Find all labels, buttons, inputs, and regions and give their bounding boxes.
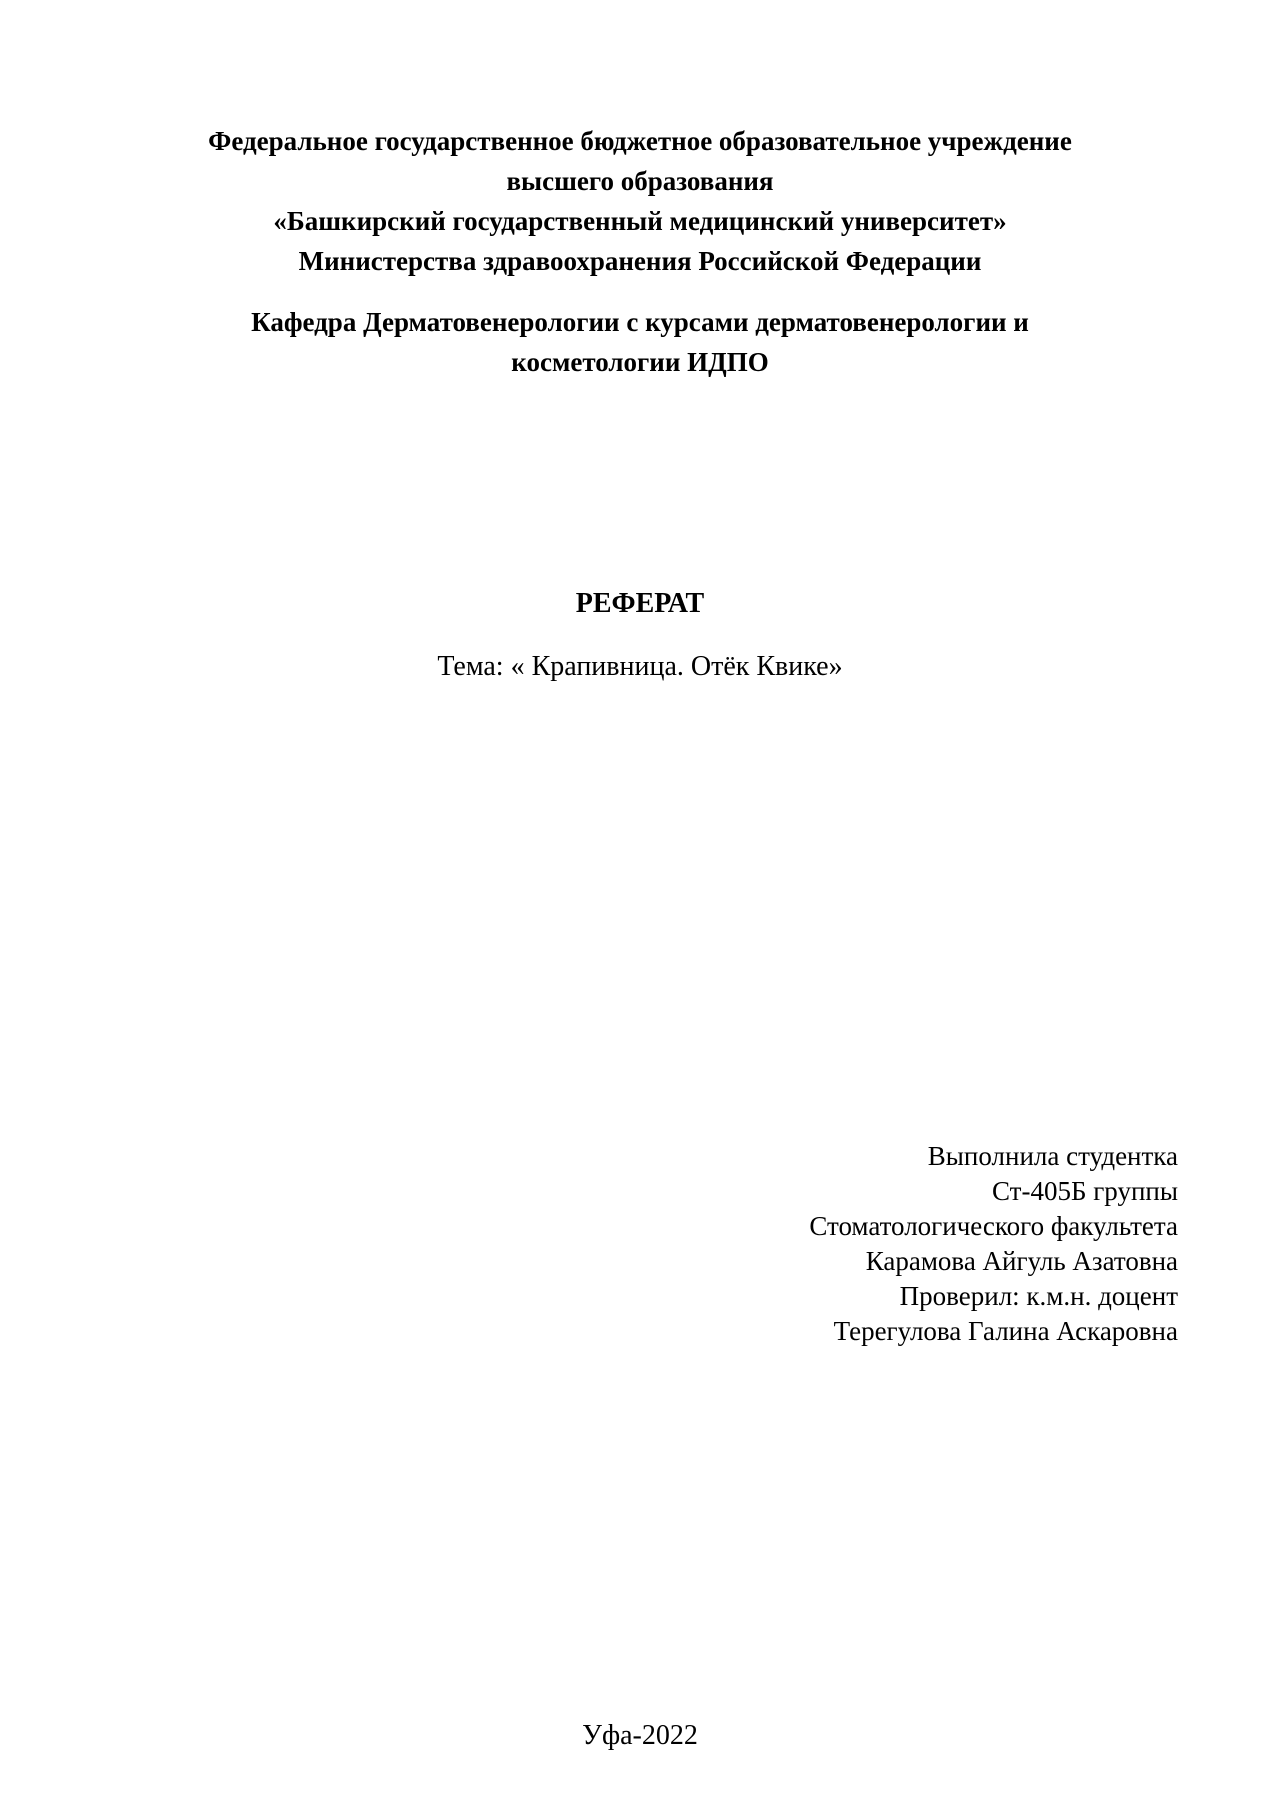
author-block xyxy=(809,1139,1178,1349)
city-year-footer: Уфа-2022 xyxy=(582,1720,698,1751)
header-line: высшего образования xyxy=(506,166,774,196)
document-title: РЕФЕРАТ xyxy=(575,588,705,619)
author-line: Выполнила студентка xyxy=(927,1141,1178,1171)
author-line: Терегулова Галина Аскаровна xyxy=(833,1316,1178,1346)
document-topic: Тема: « Крапивница. Отёк Квике» xyxy=(437,651,843,682)
author-line: Ст-405Б группы xyxy=(992,1176,1178,1206)
department-line: Кафедра Дерматовенерологии с курсами дерматовенерологии и xyxy=(251,307,1029,337)
author-line: Проверил: к.м.н. доцент xyxy=(899,1281,1178,1311)
institution-header xyxy=(120,121,1160,281)
department-line: косметологии ИДПО xyxy=(511,347,769,377)
header-line: Федеральное государственное бюджетное образовательное учреждение xyxy=(208,126,1072,156)
header-line: «Башкирский государственный медицинский университет» xyxy=(273,206,1007,236)
author-line: Карамова Айгуль Азатовна xyxy=(865,1246,1178,1276)
author-line: Стоматологического факультета xyxy=(809,1211,1178,1241)
header-line: Министерства здравоохранения Российской Федерации xyxy=(298,246,982,276)
department-heading xyxy=(120,302,1160,382)
